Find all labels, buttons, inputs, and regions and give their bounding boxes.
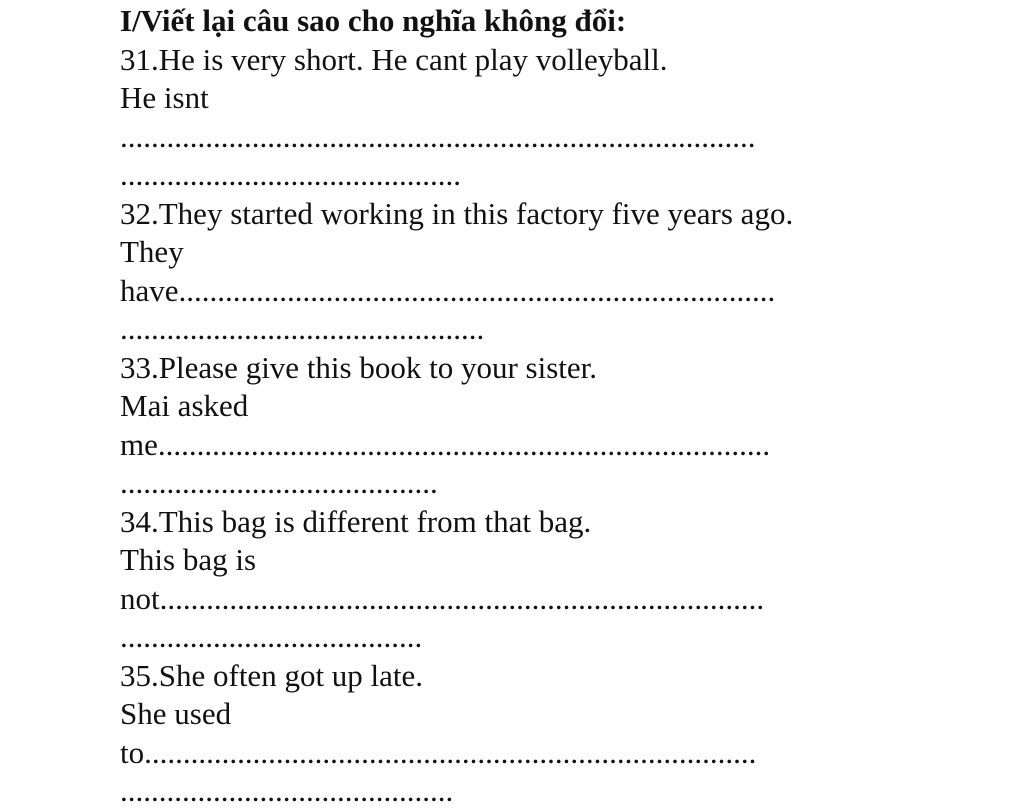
exercise-number: 31. [120,41,159,77]
exercise-34 [120,503,920,657]
exercise-number: 32. [120,195,159,231]
exercise-sentence [120,657,920,696]
exercise-sentence-text: She often got up late. [158,657,424,693]
answer-line: not.............................................................................. [120,580,765,616]
answer-line: me............................................................................... [120,426,771,462]
exercise-number: 35. [120,657,159,693]
answer-line-continuation: ....................................... [120,619,423,654]
answer-line-continuation: ............................................... [120,311,485,346]
exercise-prompt: She used [120,696,232,731]
exercise-33 [120,349,920,503]
worksheet [120,2,920,811]
exercise-32 [120,195,920,349]
exercise-sentence-text: This bag is different from that bag. [158,503,592,539]
exercise-35 [120,657,920,811]
exercise-sentence [120,349,920,388]
exercise-sentence-text: He is very short. He cant play volleyball. [158,41,668,77]
exercise-sentence-text: Please give this book to your sister. [158,349,598,385]
answer-line-continuation: ............................................ [120,157,461,192]
exercise-sentence-text: They started working in this factory five years ago. [158,195,794,231]
exercise-prompt: They [120,234,184,269]
exercise-31 [120,41,920,195]
exercise-sentence [120,503,920,542]
worksheet-title: I/Viết lại câu sao cho nghĩa không đổi: [120,3,627,38]
answer-line-continuation: ......................................... [120,465,438,500]
exercise-prompt: This bag is [120,542,257,577]
exercise-prompt: Mai asked [120,388,249,423]
answer-line: have............................................................................. [120,272,776,308]
exercise-prompt: He isnt [120,80,209,115]
answer-line: .................................................................................. [120,118,756,154]
answer-line-continuation: ........................................... [120,773,454,808]
exercise-sentence [120,195,920,234]
exercise-sentence [120,41,920,80]
answer-line: to............................................................................... [120,734,757,770]
exercise-number: 34. [120,503,159,539]
exercise-number: 33. [120,349,159,385]
